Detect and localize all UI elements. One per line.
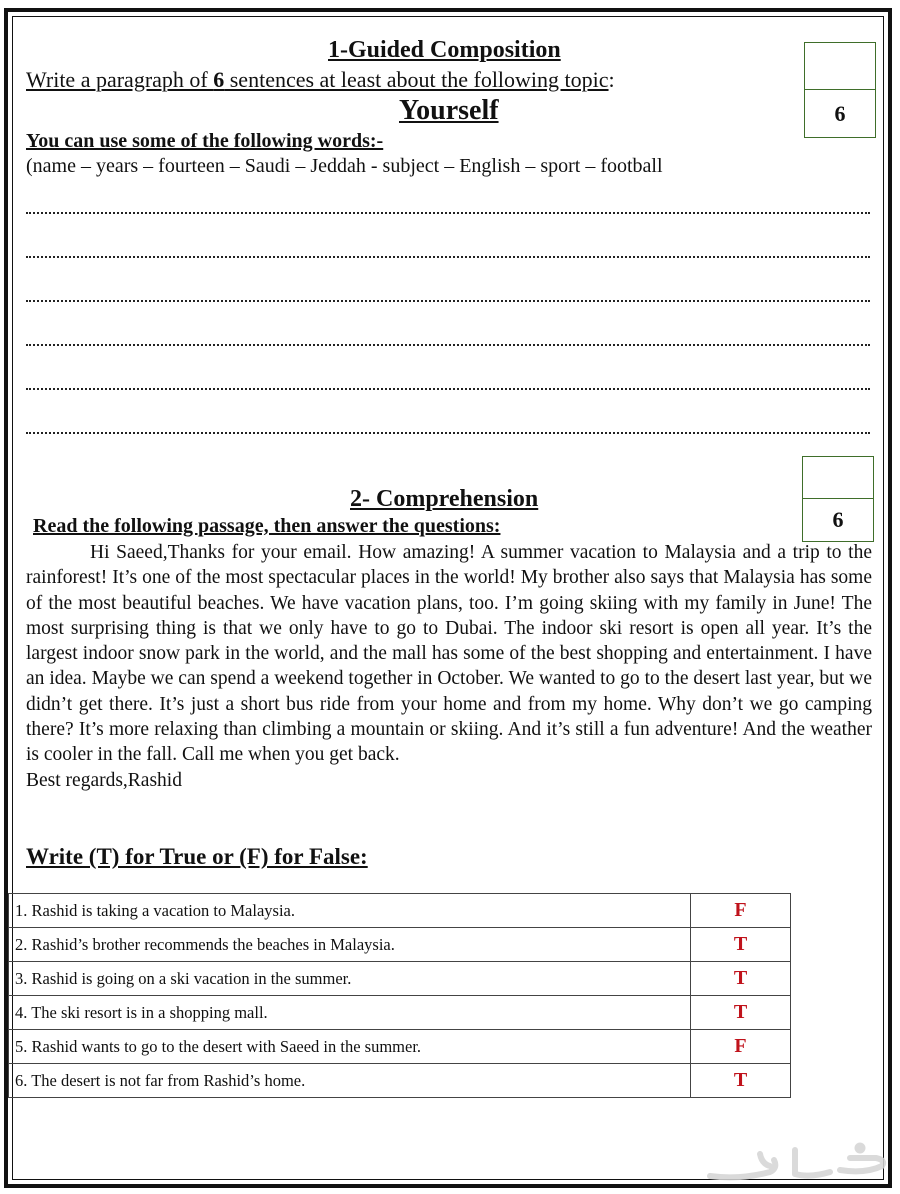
section1-prompt bbox=[26, 67, 615, 93]
statement-cell: 5. Rashid wants to go to the desert with Saeed in the summer. bbox=[9, 1030, 691, 1064]
section2-score-box bbox=[802, 456, 874, 542]
prompt-text-end: sentences at least about the following topic bbox=[224, 67, 609, 92]
words-label: You can use some of the following words:- bbox=[26, 130, 384, 152]
answer-cell[interactable]: T bbox=[691, 928, 791, 962]
section2-title: 2- Comprehension bbox=[350, 486, 539, 512]
passage-body: Hi Saeed,Thanks for your email. How amazing! A summer vacation to Malaysia and a trip to the rainforest! It’s one of the most spectacular places in the world! My brother also says that Malaysia has some of the most beautiful beaches. We have vacation plans, too. I’m going skiing with my family in June! The most surprising thing is that we only have to go to Dubai. The indoor ski resort is open all year. It’s the largest indoor snow park in the world, and the mall has some of the best shopping and entertainment. I have an idea. Maybe we can spend a weekend together in October. We wanted to go to the desert last year, but we didn’t get there. It’s just a short bus ride from your home and from my home. Why don’t we go camping there? It’s more relaxing than climbing a mountain or skiing. And it’s still a fun adventure! And the weather is cooler in the fall. Call me when you get back. bbox=[26, 542, 872, 766]
suggested-words: (name – years – fourteen – Saudi – Jeddah - subject – English – sport – football bbox=[26, 155, 663, 177]
table-row bbox=[9, 1030, 791, 1064]
writing-line-2[interactable] bbox=[26, 256, 870, 258]
writing-line-5[interactable] bbox=[26, 388, 870, 390]
answer-cell[interactable]: T bbox=[691, 1064, 791, 1098]
writing-line-4[interactable] bbox=[26, 344, 870, 346]
statement-cell: 1. Rashid is taking a vacation to Malaysia. bbox=[9, 894, 691, 928]
statement-cell: 6. The desert is not far from Rashid’s home. bbox=[9, 1064, 691, 1098]
answer-cell[interactable]: T bbox=[691, 962, 791, 996]
table-row bbox=[9, 1064, 791, 1098]
topic-title: Yourself bbox=[399, 95, 499, 126]
reading-passage bbox=[26, 540, 872, 793]
answer-cell[interactable]: F bbox=[691, 894, 791, 928]
prompt-text-start: Write a paragraph of bbox=[26, 67, 214, 92]
table-row bbox=[9, 928, 791, 962]
prompt-sentence-count: 6 bbox=[213, 67, 225, 92]
table-row bbox=[9, 962, 791, 996]
passage-signoff: Best regards,Rashid bbox=[26, 769, 182, 791]
true-false-table bbox=[8, 893, 791, 1098]
haraj-watermark-logo bbox=[700, 1140, 890, 1184]
table-row bbox=[9, 894, 791, 928]
true-false-title: Write (T) for True or (F) for False: bbox=[26, 844, 368, 869]
score-blank-cell bbox=[803, 457, 873, 499]
answer-cell[interactable]: T bbox=[691, 996, 791, 1030]
answer-cell[interactable]: F bbox=[691, 1030, 791, 1064]
score-blank-cell bbox=[805, 43, 875, 90]
passage-instruction: Read the following passage, then answer the questions: bbox=[33, 515, 501, 537]
section1-title: 1-Guided Composition bbox=[328, 37, 561, 63]
statement-cell: 2. Rashid’s brother recommends the beaches in Malaysia. bbox=[9, 928, 691, 962]
section1-score-box bbox=[804, 42, 876, 138]
table-row bbox=[9, 996, 791, 1030]
writing-line-1[interactable] bbox=[26, 212, 870, 214]
section1-score: 6 bbox=[834, 100, 846, 126]
writing-line-3[interactable] bbox=[26, 300, 870, 302]
writing-line-6[interactable] bbox=[26, 432, 870, 434]
prompt-colon: : bbox=[608, 67, 615, 92]
statement-cell: 4. The ski resort is in a shopping mall. bbox=[9, 996, 691, 1030]
section2-score: 6 bbox=[832, 507, 844, 532]
statement-cell: 3. Rashid is going on a ski vacation in the summer. bbox=[9, 962, 691, 996]
